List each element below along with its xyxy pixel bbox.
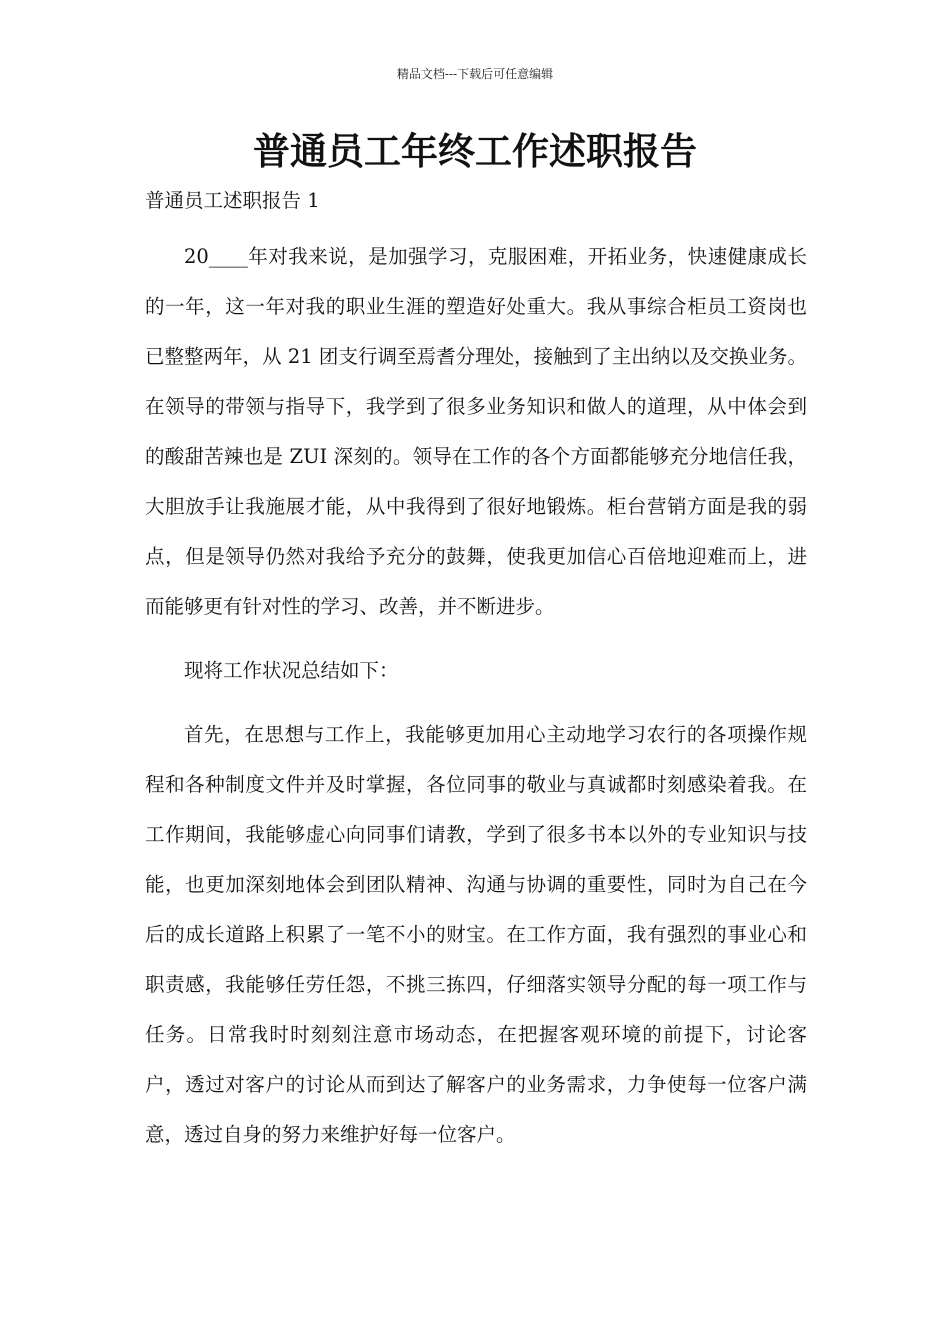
paragraph-3: 首先，在思想与工作上，我能够更加用心主动地学习农行的各项操作规程和各种制度文件并及时掌握，各位同事的敬业与真诚都时刻感染着我。在工作期间，我能够虚心向同事们请教，学到了很多书本以外的专业知识与技能，也更加深刻地体会到团队精神、沟通与协调的重要性，同时为自己在今后的成长道路上积累了一笔不小的财宝。在工作方面，我有强烈的事业心和职责感，我能够任劳任怨，不挑三拣四，仔细落实领导分配的每一项工作与任务。日常我时时刻刻注意市场动态，在把握客观环境的前提下，讨论客户，透过对客户的讨论从而到达了解客户的业务需求，力争使每一位客户满意，透过自身的努力来维护好每一位客户。: [145, 723, 807, 1146]
document-title: 普通员工年终工作述职报告: [253, 130, 697, 173]
document-body: [145, 184, 807, 1174]
header-note: 精品文档---下载后可任意编辑: [396, 67, 554, 81]
section-subtitle: 普通员工述职报告 1: [145, 189, 320, 212]
paragraph-1: 20____年对我来说，是加强学习，克服困难，开拓业务，快速健康成长的一年，这一年对我的职业生涯的塑造好处重大。我从事综合柜员工资岗也已整整两年，从 21 团支行调至焉耆分理处，接触到了主出纳以及交换业务。在领导的带领与指导下，我学到了很多业务知识和做人的道理，从中体会到的酸甜苦辣也是 ZUI 深刻的。领导在工作的各个方面都能够充分地信任我，大胆放手让我施展才能，从中我得到了很好地锻炼。柜台营销方面是我的弱点，但是领导仍然对我给予充分的鼓舞，使我更加信心百倍地迎难而上，进而能够更有针对性的学习、改善，并不断进步。: [145, 245, 807, 618]
paragraph-2: 现将工作状况总结如下：: [184, 659, 399, 682]
